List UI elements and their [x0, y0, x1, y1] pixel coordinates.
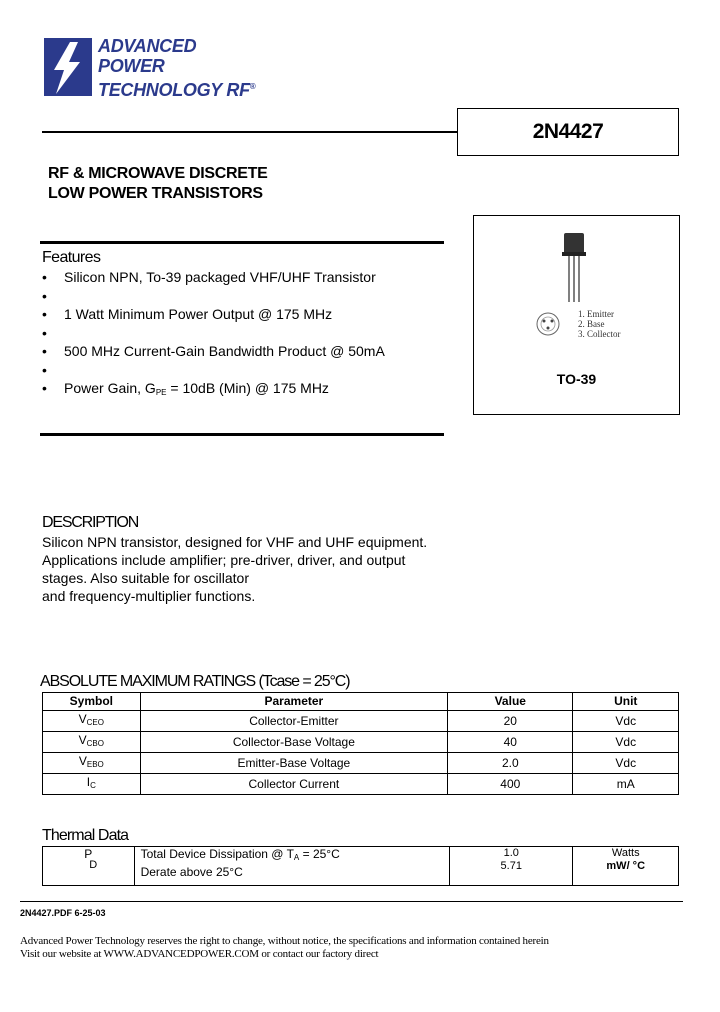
logo-line-2: POWER [98, 56, 165, 76]
thermal-value-cell: 1.0 5.71 [450, 847, 573, 886]
symbol-cell: $V_{EBO}$ [43, 753, 141, 774]
description-title: DESCRIPTION [42, 514, 139, 531]
thermal-table [42, 846, 679, 886]
table-row [43, 774, 679, 795]
feature-item: • 1 Watt Minimum Power Output @ 175 MHz [42, 306, 333, 322]
feature-item: • [42, 361, 47, 378]
part-number: 2N4427 [532, 120, 604, 143]
ratings-title: ABSOLUTE MAXIMUM RATINGS (Tcase = 25°C) [40, 673, 350, 690]
description-line: and frequency-multiplier functions. [42, 588, 256, 604]
package-box [473, 215, 680, 415]
product-heading [48, 164, 267, 204]
feature-item: • [42, 287, 47, 304]
thermal-param-1: Total Device Dissipation @ $T_A = 25^\circ C$ [140, 847, 340, 862]
parameter-cell: Emitter-Base Voltage [140, 753, 447, 774]
company-logo [40, 34, 280, 100]
value-cell: 2.0 [448, 753, 573, 774]
header-unit: Unit [573, 693, 679, 711]
symbol-cell: $I_C$ [43, 774, 141, 795]
feature-item: • [42, 324, 47, 341]
pin-3-label: 3. Collector [578, 329, 621, 339]
value-cell: 400 [448, 774, 573, 795]
description-text [42, 533, 462, 605]
pin-legend [578, 309, 621, 339]
table-row [43, 732, 679, 753]
ratings-table [42, 692, 679, 795]
header-parameter: Parameter [140, 693, 447, 711]
part-number-box [457, 108, 679, 156]
pin-2-label: 2. Base [578, 319, 605, 329]
heading-line-2: LOW POWER TRANSISTORS [48, 185, 263, 202]
header-value: Value [448, 693, 573, 711]
footer-line-1: Advanced Power Technology reserves the right to change, without notice, the specifications and information contained herein [20, 935, 549, 947]
lightning-logo-icon [40, 36, 96, 98]
description-line: Applications include amplifier; pre-driver, driver, and output [42, 552, 406, 568]
symbol-cell: $V_{CEO}$ [43, 711, 141, 732]
feature-item: • Silicon NPN, To-39 packaged VHF/UHF Transistor [42, 269, 376, 285]
unit-cell: Vdc [573, 732, 679, 753]
thermal-parameter-cell [134, 847, 450, 886]
header-symbol: Symbol [43, 693, 141, 711]
pin-1-label: 1. Emitter [578, 309, 614, 319]
ratings-header-row [43, 693, 679, 711]
feature-item: • 500 MHz Current-Gain Bandwidth Product @ 50mA [42, 343, 385, 359]
features-rule-bottom [40, 433, 444, 436]
logo-line-3: TECHNOLOGY RF® [98, 80, 256, 100]
table-row [43, 711, 679, 732]
features-rule-top [40, 241, 444, 244]
title-rule [42, 131, 458, 133]
thermal-unit-cell: Watts mW/ °C [573, 847, 679, 886]
package-name: TO-39 [556, 371, 597, 387]
footer-line-2: Visit our website at WWW.ADVANCEDPOWER.COM or contact our factory direct [20, 948, 379, 960]
unit-cell: Vdc [573, 753, 679, 774]
value-cell: 20 [448, 711, 573, 732]
heading-line-1: RF & MICROWAVE DISCRETE [48, 165, 268, 182]
symbol-cell: $V_{CBO}$ [43, 732, 141, 753]
unit-cell: Vdc [573, 711, 679, 732]
footer-text [20, 935, 700, 961]
thermal-param-2: Derate above 25°C [140, 865, 243, 879]
parameter-cell: Collector Current [140, 774, 447, 795]
description-line: stages. Also suitable for oscillator [42, 570, 249, 586]
features-title: Features [42, 249, 101, 266]
thermal-title: Thermal Data [42, 827, 129, 844]
unit-cell: mA [573, 774, 679, 795]
description-line: Silicon NPN transistor, designed for VHF and UHF equipment. [42, 534, 428, 550]
table-row [43, 753, 679, 774]
footer-rule [20, 901, 683, 902]
feature-item: • Power Gain, $G_{PE} = 10dB$ (Min) @ 175 MHz [42, 380, 329, 397]
parameter-cell: Collector-Base Voltage [140, 732, 447, 753]
file-info: 2N4427.PDF 6-25-03 [20, 908, 106, 918]
value-cell: 40 [448, 732, 573, 753]
thermal-symbol-cell: P D [43, 847, 135, 886]
logo-line-1: ADVANCED [98, 36, 197, 56]
parameter-cell: Collector-Emitter [140, 711, 447, 732]
table-row [43, 847, 679, 886]
features-list [42, 268, 452, 403]
